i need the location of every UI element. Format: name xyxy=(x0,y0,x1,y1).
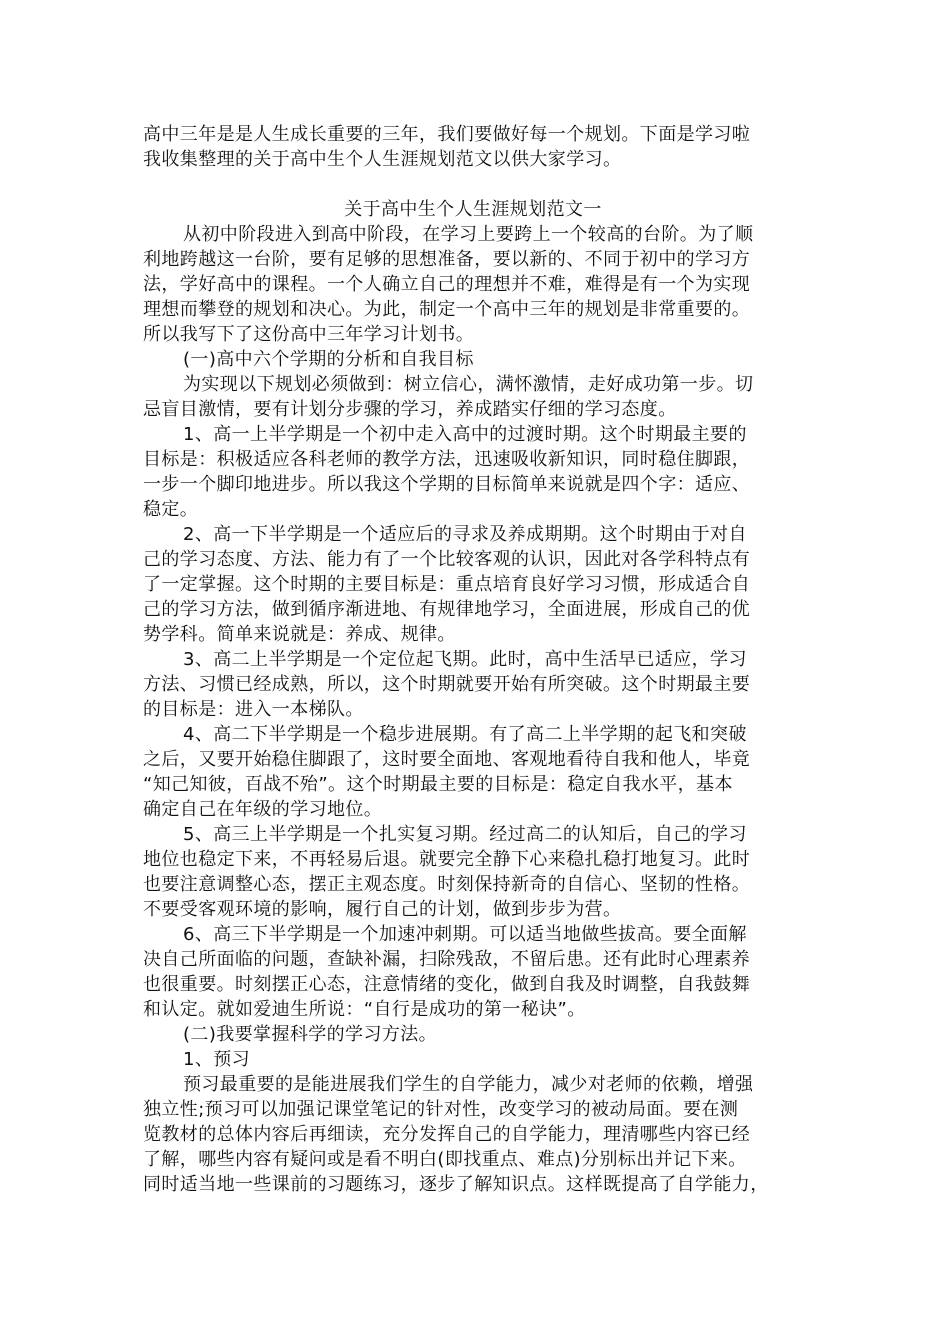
paragraph xyxy=(143,1047,803,1072)
paragraph-line: 之后，又要开始稳住脚跟了，这时要全面地、客观地看待自我和他人，毕竟 xyxy=(143,749,751,770)
paragraph xyxy=(143,822,803,922)
paragraph-line: 所以我写下了这份高中三年学习计划书。 xyxy=(143,324,475,345)
paragraph-line: 不要受客观环境的影响，履行自己的计划，做到步步为营。 xyxy=(143,899,622,920)
body-text xyxy=(143,222,803,1197)
paragraph-line: 己的学习方法，做到循序渐进地、有规律地学习，全面进展，形成自己的优 xyxy=(143,599,751,620)
paragraph xyxy=(143,222,803,347)
paragraph-line: 预习最重要的是能进展我们学生的自学能力，减少对老师的依赖，增强 xyxy=(183,1074,754,1095)
paragraph-line: 览教材的总体内容后再细读，充分发挥自己的自学能力，理清哪些内容已经 xyxy=(143,1124,751,1145)
paragraph-line: 了解，哪些内容有疑问或是看不明白(即找重点、难点)分别标出并记下来。 xyxy=(143,1149,747,1170)
paragraph-line: 忌盲目激情，要有计划分步骤的学习，养成踏实仔细的学习态度。 xyxy=(143,399,677,420)
paragraph-line: 5、高三上半学期是一个扎实复习期。经过高二的认知后，自己的学习 xyxy=(183,824,747,845)
paragraph-line: 1、高一上半学期是一个初中走入高中的过渡时期。这个时期最主要的 xyxy=(183,424,747,445)
paragraph-line: (二)我要掌握科学的学习方法。 xyxy=(183,1024,438,1045)
paragraph-line: 1、预习 xyxy=(183,1049,251,1070)
paragraph-line: 稳定。 xyxy=(143,499,199,520)
paragraph-line: 理想而攀登的规划和决心。为此，制定一个高中三年的规划是非常重要的。 xyxy=(143,299,751,320)
paragraph xyxy=(143,422,803,522)
paragraph-line: 决自己所面临的问题，查缺补漏，扫除残敌，不留后患。还有此时心理素养 xyxy=(143,949,751,970)
intro-paragraph xyxy=(143,122,803,172)
paragraph-line: 法，学好高中的课程。一个人确立自己的理想并不难，难得是有一个为实现 xyxy=(143,274,751,295)
intro-line: 高中三年是是人生成长重要的三年，我们要做好每一个规划。下面是学习啦 xyxy=(143,124,751,145)
paragraph-line: 也很重要。时刻摆正心态，注意情绪的变化，做到自我及时调整，自我鼓舞 xyxy=(143,974,751,995)
paragraph-line: 己的学习态度、方法、能力有了一个比较客观的认识，因此对各学科特点有 xyxy=(143,549,751,570)
paragraph xyxy=(143,647,803,722)
paragraph-line: 了一定掌握。这个时期的主要目标是：重点培育良好学习习惯，形成适合自 xyxy=(143,574,751,595)
paragraph-line: 地位也稳定下来，不再轻易后退。就要完全静下心来稳扎稳打地复习。此时 xyxy=(143,849,751,870)
paragraph-line: 4、高二下半学期是一个稳步进展期。有了高二上半学期的起飞和突破 xyxy=(183,724,747,745)
paragraph xyxy=(143,347,803,372)
paragraph-line: 独立性;预习可以加强记课堂笔记的针对性，改变学习的被动局面。要在测 xyxy=(143,1099,739,1120)
paragraph-line: 6、高三下半学期是一个加速冲刺期。可以适当地做些拔高。要全面解 xyxy=(183,924,747,945)
paragraph-line: 利地跨越这一台阶，要有足够的思想准备，要以新的、不同于初中的学习方 xyxy=(143,249,751,270)
paragraph-line: 的目标是：进入一本梯队。 xyxy=(143,699,364,720)
paragraph-line: 也要注意调整心态，摆正主观态度。时刻保持新奇的自信心、坚韧的性格。 xyxy=(143,874,751,895)
paragraph-line: 同时适当地一些课前的习题练习，逐步了解知识点。这样既提高了自学能力， xyxy=(143,1174,769,1195)
paragraph xyxy=(143,1022,803,1047)
paragraph-line: 势学科。简单来说就是：养成、规律。 xyxy=(143,624,456,645)
paragraph xyxy=(143,922,803,1022)
paragraph xyxy=(143,722,803,822)
paragraph-line: “知己知彼，百战不殆”。这个时期最主要的目标是：稳定自我水平，基本 xyxy=(143,774,733,795)
document-title: 关于高中生个人生涯规划范文一 xyxy=(344,199,602,220)
paragraph-line: 3、高二上半学期是一个定位起飞期。此时，高中生活早已适应，学习 xyxy=(183,649,747,670)
intro-line: 我收集整理的关于高中生个人生涯规划范文以供大家学习。 xyxy=(143,149,622,170)
paragraph xyxy=(143,1072,803,1197)
paragraph-line: 确定自己在年级的学习地位。 xyxy=(143,799,383,820)
paragraph xyxy=(143,522,803,647)
paragraph xyxy=(143,372,803,422)
paragraph-line: 目标是：积极适应各科老师的教学方法，迅速吸收新知识，同时稳住脚跟， xyxy=(143,449,751,470)
document-page xyxy=(143,122,803,1197)
paragraph-line: 2、高一下半学期是一个适应后的寻求及养成期期。这个时期由于对自 xyxy=(183,524,747,545)
paragraph-line: 和认定。就如爱迪生所说：“自行是成功的第一秘诀”。 xyxy=(143,999,586,1020)
paragraph-line: 为实现以下规划必须做到：树立信心，满怀激情，走好成功第一步。切 xyxy=(183,374,754,395)
paragraph-line: (一)高中六个学期的分析和自我目标 xyxy=(183,349,474,370)
paragraph-line: 从初中阶段进入到高中阶段，在学习上要跨上一个较高的台阶。为了顺 xyxy=(183,224,754,245)
paragraph-line: 一步一个脚印地进步。所以我这个学期的目标简单来说就是四个字：适应、 xyxy=(143,474,751,495)
paragraph-line: 方法、习惯已经成熟，所以，这个时期就要开始有所突破。这个时期最主要 xyxy=(143,674,751,695)
